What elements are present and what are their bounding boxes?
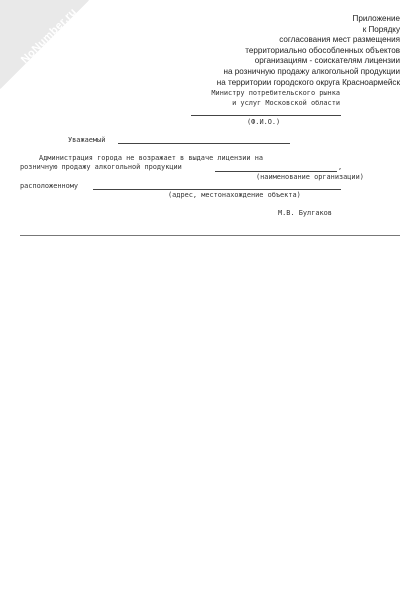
appendix-line: Приложение [352,14,400,23]
appendix-line: организациям - соискателям лицензии [254,56,400,66]
body-line: Администрация города не возражает в выдаче лицензии на [39,154,264,162]
address-hint: (адрес, местонахождение объекта) [168,191,301,199]
addressee-line: Министру потребительского рынка [211,89,340,97]
fio-hint: (Ф.И.О.) [247,118,281,126]
fio-underline [191,115,341,116]
addressee-block [211,88,340,108]
appendix-line: на розничную продажу алкогольной продукции [223,66,400,76]
name-underline [118,143,290,144]
bottom-divider [20,235,400,236]
appendix-line: территориально обособленных объектов [245,45,400,55]
org-hint: (наименование организации) [256,173,364,181]
appendix-line: на территории городского округа Красноармейск [216,77,400,87]
body-line: розничную продажу алкогольной продукции [20,163,182,171]
watermark-text: NoNumber.ru [18,5,80,67]
appendix-header [160,14,400,88]
appendix-line: согласования мест размещения [279,35,400,45]
appendix-line: к Порядку [362,24,400,34]
addressee-line: и услуг Московской области [232,99,340,107]
signature: М.В. Булгаков [278,209,332,217]
greeting-label: Уважаемый [68,136,106,144]
org-underline [215,171,337,172]
address-underline [93,189,341,190]
location-label: расположенному [20,182,79,190]
body-comma: , [338,163,343,171]
